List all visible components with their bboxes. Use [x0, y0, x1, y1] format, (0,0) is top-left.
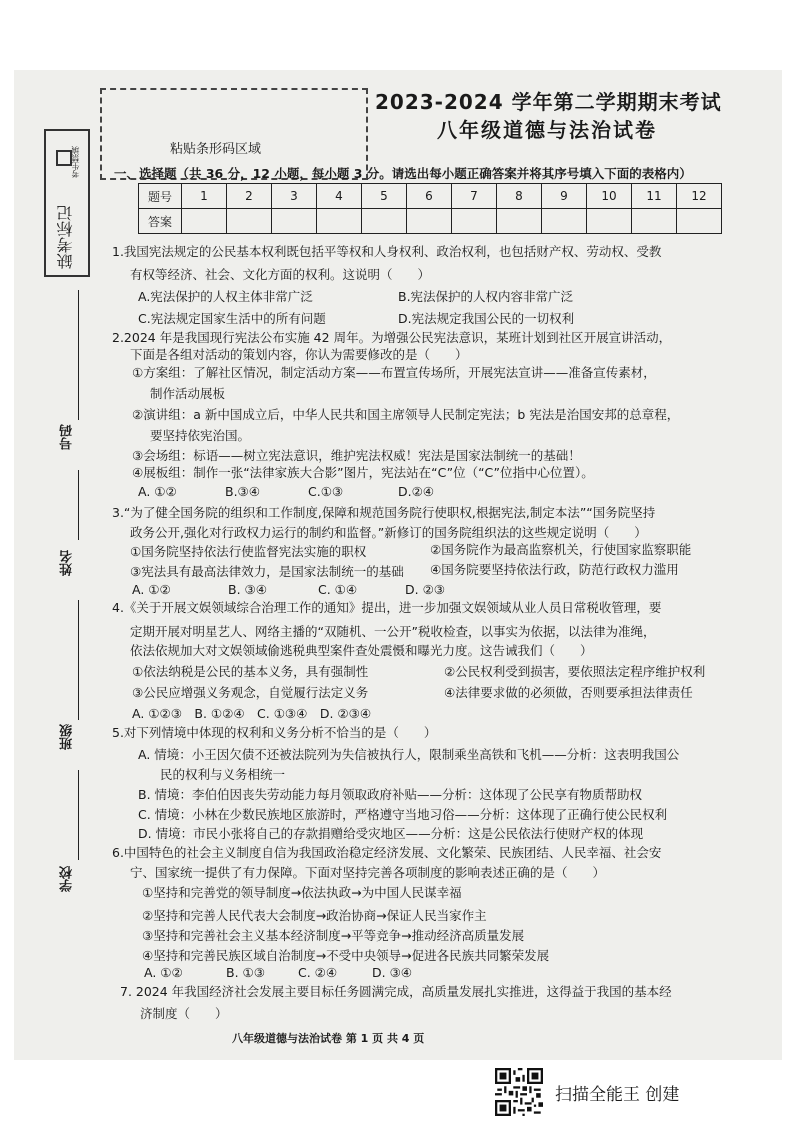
number-row [139, 184, 722, 209]
q2-item-2: ②演讲组：a 新中国成立后，中华人民共和国主席领导人民制定宪法；b 宪法是治国安邦的总章程， [132, 407, 680, 422]
school-line[interactable] [78, 770, 79, 860]
q3-stem: 3.“为了健全国务院的组织和工作制度,保障和规范国务院行使职权,根据宪法,制定本法”“国务院坚持 [112, 505, 656, 520]
q1-option-c: C.宪法规定国家生活中的所有问题 [138, 311, 326, 326]
absent-mark-label: 缺考标记 [56, 205, 75, 269]
q5-option-d: D. 情境：市民小张将自己的存款捐赠给受灾地区——分析：这是公民依法行使财产权的体现 [138, 826, 644, 841]
number-cell: 1 [182, 184, 227, 209]
answer-cell[interactable] [632, 209, 677, 234]
q2-item-2-cont: 要坚持依宪治国。 [150, 428, 251, 443]
number-cell: 2 [227, 184, 272, 209]
answer-cell[interactable] [587, 209, 632, 234]
q2-item-4: ④展板组：制作一张“法律家族大合影”图片，宪法站在“C”位（“C”位指中心位置）。 [132, 465, 594, 480]
number-cell: 10 [587, 184, 632, 209]
q6-item-4: ④坚持和完善民族区域自治制度→不受中央领导→促进各民族共同繁荣发展 [142, 948, 550, 963]
q3-stem-cont: 政务公开,强化对行政权力运行的制约和监督。”新修订的国务院组织法的这些规定说明（ ） [130, 525, 647, 540]
q2-option-b: B.③④ [225, 484, 260, 499]
q2-option-c: C.①③ [308, 484, 344, 499]
q1-stem-cont: 有权等经济、社会、文化方面的权利。这说明（ ） [130, 267, 431, 282]
number-cell: 5 [362, 184, 407, 209]
q3-item-3: ③宪法具有最高法律效力，是国家法制统一的基础 [130, 564, 404, 579]
q6-stem-cont: 宁、国家统一提供了有力保障。下面对坚持完善各项制度的影响表述正确的是（ ） [130, 865, 606, 880]
answer-row [139, 209, 722, 234]
qr-code-icon [495, 1068, 543, 1116]
exam-subtitle: 八年级道德与法治试卷 [437, 118, 657, 142]
answer-cell[interactable] [227, 209, 272, 234]
number-cell: 9 [542, 184, 587, 209]
q3-item-4: ④国务院要坚持依法行政，防范行政权力滥用 [430, 562, 679, 577]
answer-cell[interactable] [272, 209, 317, 234]
exam-title: 2023-2024 学年第二学期期末考试 [375, 90, 722, 114]
q3-option-d: D. ②③ [405, 582, 445, 597]
number-cell: 6 [407, 184, 452, 209]
q6-stem: 6.中国特色的社会主义制度自信为我国政治稳定经济发展、文化繁荣、民族团结、人民幸福、社会安 [112, 845, 662, 860]
q2-stem-cont: 下面是各组对活动的策划内容，你认为需要修改的是（ ） [130, 347, 468, 362]
absent-note: 考生禁填 [71, 146, 80, 178]
label-class: 班级 [60, 724, 75, 750]
q4-stem-cont2: 依法依规加大对文娱领域偷逃税典型案件查处震慑和曝光力度。这告诫我们（ ） [130, 643, 593, 658]
q4-stem: 4.《关于开展文娱领域综合治理工作的通知》提出，进一步加强文娱领域从业人员日常税收管理，要 [112, 600, 662, 615]
scanner-watermark: 扫描全能王 创建 [555, 1085, 680, 1105]
answer-table [138, 183, 722, 234]
answer-cell[interactable] [452, 209, 497, 234]
q5-option-c: C. 情境：小林在少数民族地区旅游时，严格遵守当地习俗——分析：这体现了正确行使公民权利 [138, 807, 668, 822]
q3-item-2: ②国务院作为最高监察机关，行使国家监察职能 [430, 542, 692, 557]
q1-option-a: A.宪法保护的人权主体非常广泛 [138, 289, 313, 304]
q6-option-a: A. ①② [144, 965, 183, 980]
q2-item-1-cont: 制作活动展板 [150, 386, 226, 401]
q3-item-1: ①国务院坚持依法行使监督宪法实施的职权 [130, 544, 367, 559]
q6-option-d: D. ③④ [372, 965, 412, 980]
name-line[interactable] [78, 470, 79, 540]
answer-cell[interactable] [182, 209, 227, 234]
answer-cell[interactable] [407, 209, 452, 234]
section-heading: 一、选择题（共 36 分，12 小题，每小题 3 分。请选出每小题正确答案并将其序号填入下面的表格内） [114, 166, 692, 181]
q3-option-a: A. ①② [132, 582, 171, 597]
q2-item-1: ①方案组：了解社区情况，制定活动方案——布置宣传场所，开展宪法宣讲——准备宣传素材， [132, 365, 656, 380]
q6-item-2: ②坚持和完善人民代表大会制度→政治协商→保证人民当家作主 [142, 908, 487, 923]
label-name: 姓名 [60, 550, 75, 576]
number-cell: 12 [677, 184, 722, 209]
q4-item-2: ②公民权利受到损害，要依照法定程序维护权利 [444, 664, 706, 679]
answer-cell[interactable] [677, 209, 722, 234]
q2-option-d: D.②④ [398, 484, 435, 499]
q4-options: A. ①②③ B. ①②④ C. ①③④ D. ②③④ [132, 706, 372, 721]
answer-cell[interactable] [362, 209, 407, 234]
number-line[interactable] [78, 290, 79, 420]
answer-cell[interactable] [542, 209, 587, 234]
q1-option-b: B.宪法保护的人权内容非常广泛 [398, 289, 574, 304]
q1-option-d: D.宪法规定我国公民的一切权利 [398, 311, 575, 326]
number-cell: 3 [272, 184, 317, 209]
row-label: 题号 [139, 184, 182, 209]
row-label: 答案 [139, 209, 182, 234]
q5-option-a: A. 情境：小王因欠债不还被法院列为失信被执行人，限制乘坐高铁和飞机——分析：这表明我国公 [138, 747, 680, 762]
q6-item-3: ③坚持和完善社会主义基本经济制度→平等竞争→推动经济高质量发展 [142, 928, 525, 943]
q4-stem-cont: 定期开展对明星艺人、网络主播的“双随机、一公开”税收检查，以事实为依据，以法律为准绳， [130, 624, 656, 639]
label-number: 号码 [60, 424, 75, 450]
q3-option-b: B. ③④ [228, 582, 267, 597]
answer-cell[interactable] [317, 209, 362, 234]
q7-stem: 7. 2024 年我国经济社会发展主要目标任务圆满完成，高质量发展扎实推进，这得益于我国的基本经 [120, 984, 672, 999]
q6-option-b: B. ①③ [226, 965, 265, 980]
q5-stem: 5.对下列情境中体现的权利和义务分析不恰当的是（ ） [112, 725, 437, 740]
q2-option-a: A. ①② [138, 484, 177, 499]
q2-item-3: ③会场组：标语——树立宪法意识，维护宪法权威！宪法是国家法制统一的基础！ [132, 448, 581, 463]
q2-stem: 2.2024 年是我国现行宪法公布实施 42 周年。为增强公民宪法意识，某班计划到社区开展宣讲活动， [112, 330, 672, 345]
q1-stem: 1.我国宪法规定的公民基本权利既包括平等权和人身权利、政治权利，也包括财产权、劳动权、受教 [112, 244, 662, 259]
q4-item-3: ③公民应增强义务观念，自觉履行法定义务 [132, 685, 369, 700]
barcode-label: 粘贴条形码区域 [170, 142, 262, 157]
q5-option-a-cont: 民的权利与义务相统一 [160, 767, 286, 782]
q4-item-4: ④法律要求做的必须做，否则要承担法律责任 [444, 685, 693, 700]
q5-option-b: B. 情境：李伯伯因丧失劳动能力每月领取政府补贴——分析：这体现了公民享有物质帮助权 [138, 787, 643, 802]
number-cell: 4 [317, 184, 362, 209]
page-footer: 八年级道德与法治试卷 第 1 页 共 4 页 [232, 1032, 425, 1045]
class-line[interactable] [78, 600, 79, 720]
answer-cell[interactable] [497, 209, 542, 234]
number-cell: 8 [497, 184, 542, 209]
q7-stem-cont: 济制度（ ） [140, 1006, 228, 1021]
q4-item-1: ①依法纳税是公民的基本义务，具有强制性 [132, 664, 369, 679]
q6-item-1: ①坚持和完善党的领导制度→依法执政→为中国人民谋幸福 [142, 885, 462, 900]
label-school: 学校 [60, 866, 75, 892]
q3-option-c: C. ①④ [318, 582, 358, 597]
q6-option-c: C. ②④ [298, 965, 338, 980]
number-cell: 7 [452, 184, 497, 209]
number-cell: 11 [632, 184, 677, 209]
